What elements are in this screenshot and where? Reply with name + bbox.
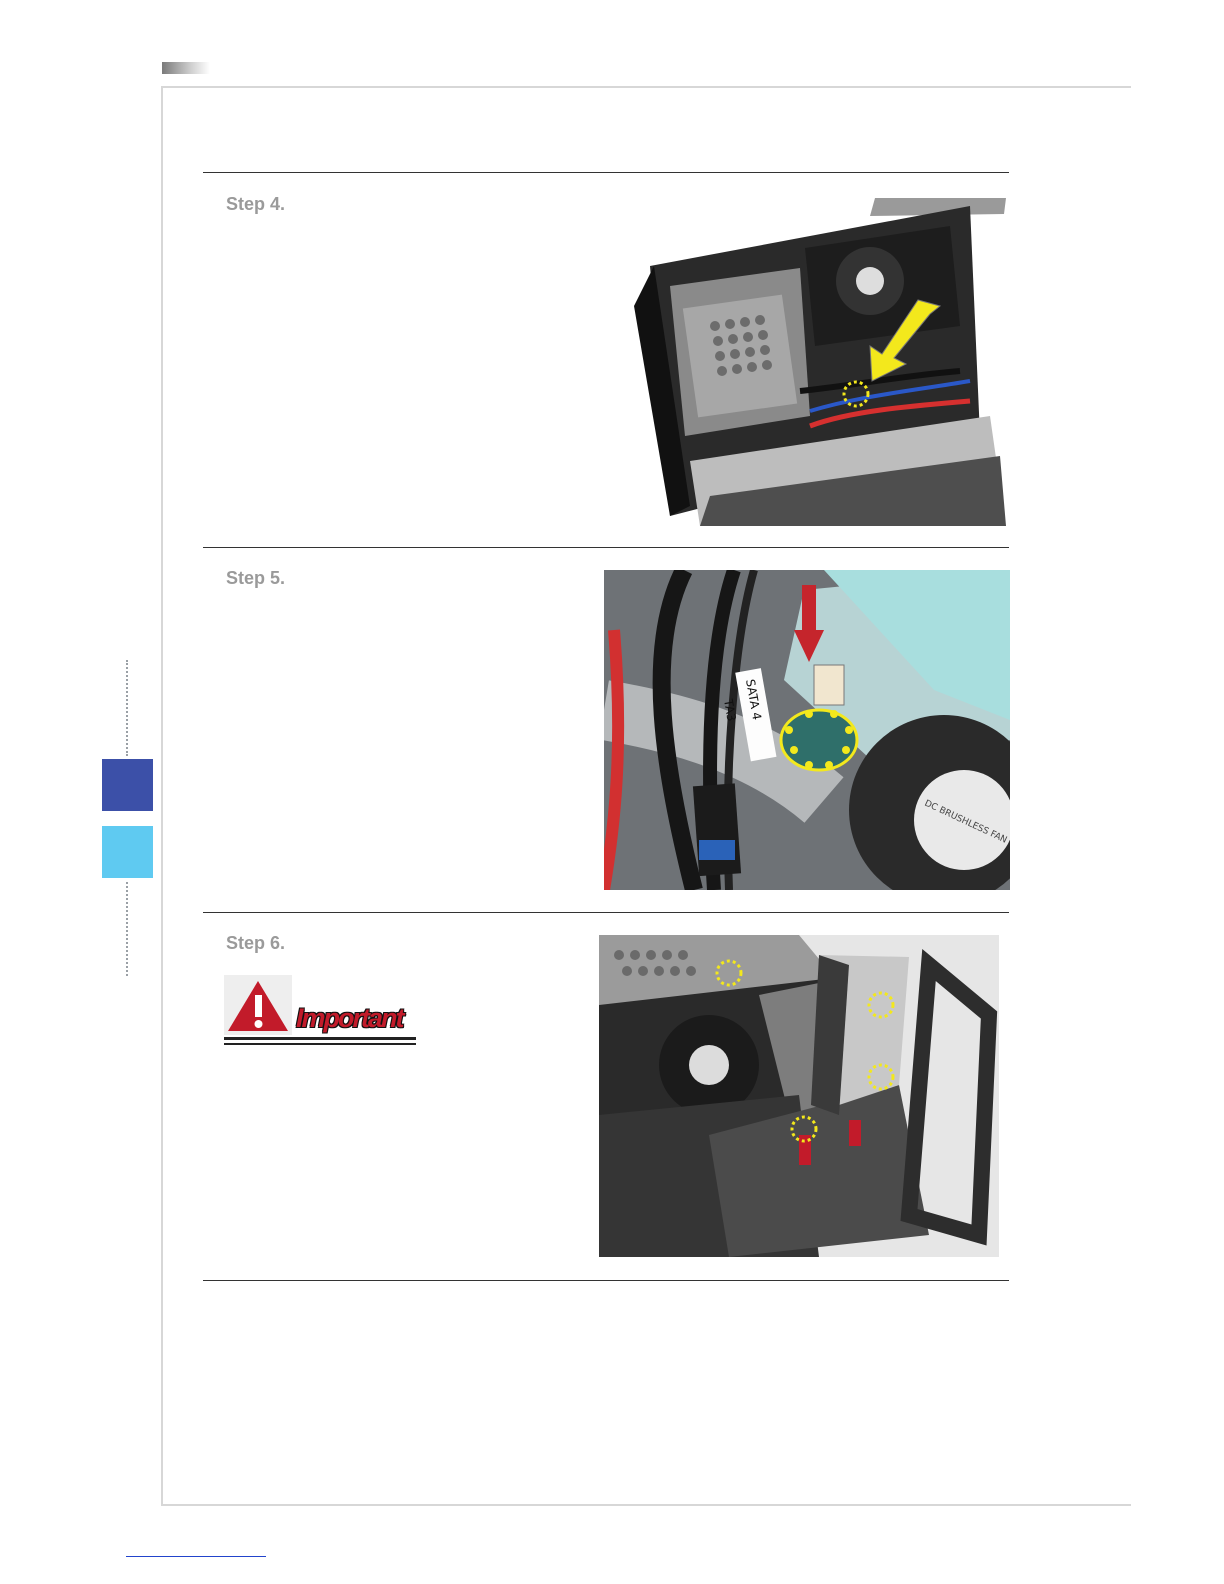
step-4-label: Step 4. xyxy=(226,194,286,214)
step-6-photo xyxy=(599,935,999,1257)
step-5-photo xyxy=(604,570,1010,890)
side-tab-light xyxy=(102,826,153,878)
divider xyxy=(203,912,1009,913)
important-underline xyxy=(224,1037,416,1040)
step-6-label: Step 6. xyxy=(226,933,286,953)
divider xyxy=(203,172,1009,173)
sata-label-2: TA3 xyxy=(721,698,739,723)
fan-label: DC BRUSHLESS FAN xyxy=(922,798,1009,846)
divider xyxy=(203,547,1009,548)
footer-link-underline xyxy=(126,1556,266,1557)
header-tab xyxy=(162,62,210,74)
step-5-label: Step 5. xyxy=(226,568,286,588)
side-dots-top xyxy=(126,660,128,756)
side-dots-bottom xyxy=(126,882,128,976)
side-tab-dark xyxy=(102,759,153,811)
step-4-photo xyxy=(630,196,1010,526)
warning-icon xyxy=(224,975,294,1037)
important-label: Important xyxy=(296,1003,403,1033)
sata-label: SATA 4 xyxy=(743,678,764,722)
divider xyxy=(203,1280,1009,1281)
important-underline xyxy=(224,1043,416,1045)
important-notice xyxy=(224,975,418,1047)
